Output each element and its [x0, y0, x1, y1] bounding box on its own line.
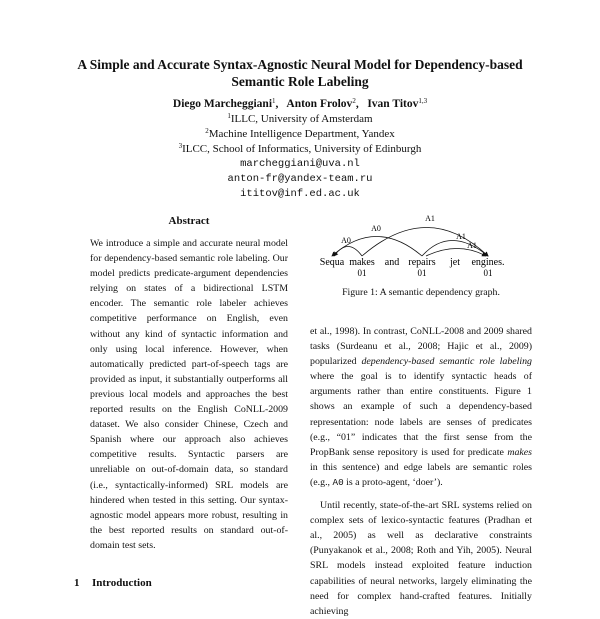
arc-label: A1 [456, 232, 466, 241]
predicate-sense: 01 [483, 268, 493, 278]
author-email[interactable]: ititov@inf.ed.ac.uk [240, 188, 360, 200]
text-run: et al., 1998). In contrast, CoNLL-2008 and 2009 shared tasks (Surdeanu et al., 2008; Hajic et al., 2009) popularized [310, 326, 532, 368]
abstract-text: We introduce a simple and accurate neural model for dependency-based semantic role labeling. Our model predicts predicate-argument dependencies relying on states of a bidirectional LSTM encoder. The semantic role labeler achieves competitive performance on English, even without any kind of syntactic information and only using local inference. However, when automatically predicted part-of-speech tags are provided as input, it substantially outperforms all previous local models and approaches the best reported results on the English CoNLL-2009 dataset. We also consider Chinese, Czech and Spanish where our approach also achieves competitive results. Syntactic parsers are unreliable on out-of-domain data, so standard (i.e., syntactically-informed) SRL models are hindered when tested in this setting. Our syntax-agnostic model appears more robust, resulting in the best reported results on standard out-of-domain test sets. [90, 238, 288, 551]
sentence-word: engines. [471, 257, 505, 268]
affiliation [60, 112, 540, 127]
author-sup: 2 [352, 97, 356, 105]
affiliation [60, 127, 540, 142]
emphasis: dependency-based semantic role labeling [361, 356, 532, 368]
affiliation-text: ILLC, University of Amsterdam [230, 113, 373, 125]
affiliation-text: Machine Intelligence Department, Yandex [208, 128, 395, 140]
affiliation-sup: 3 [178, 142, 183, 150]
sentence-word: makes [349, 257, 375, 268]
author-name: Ivan Titov [367, 98, 419, 110]
code-token: A0 [332, 476, 344, 488]
left-column [90, 215, 288, 553]
author-sup: 1,3 [418, 97, 428, 105]
arc-label: A1 [467, 241, 477, 250]
dependency-graph [310, 203, 532, 283]
affiliation [60, 142, 540, 157]
author-name: Diego Marcheggiani [172, 98, 273, 110]
predicate-sense: 01 [417, 268, 427, 278]
emphasis: makes [507, 446, 532, 458]
paragraph [310, 324, 532, 490]
sentence-word: Sequa [319, 257, 345, 268]
right-column [310, 203, 532, 619]
paragraph: Until recently, state-of-the-art SRL systems relied on complex sets of lexico-syntactic features (Pradhan et al., 2005) as well as declarative constraints (Punyakanok et al., 2008; Roth and Yih, 2005). Neural SRL models instead exploited feature induction capabilities of neural networks, largely eliminating the need for complex hand-crafted features. Initially achieving [310, 500, 532, 617]
sentence-word: jet [450, 257, 460, 268]
sentence-word: repairs [408, 257, 436, 268]
figure-caption: Figure 1: A semantic dependency graph. [342, 287, 500, 298]
author-list: Diego Marcheggiani$^1$, Anton Frolov$^2$, Ivan Titov$^{1,3}$ [172, 97, 428, 110]
sentence-word: and [384, 257, 400, 268]
author-email[interactable]: anton-fr@yandex-team.ru [227, 173, 373, 185]
text-run: where the goal is to identify syntactic heads of arguments rather than entire constituents. Figure 1 shows an example of such a dependency-based representation: node labels are senses of predicates (e.g., “01” indicates that the first sense from the PropBank sense repository is used for predicate [310, 371, 532, 458]
dependency-graph-figure [310, 203, 532, 283]
section-title: Introduction [92, 577, 152, 589]
arc-makes-sequa-a0 [334, 247, 362, 257]
author-sup: 1 [272, 97, 276, 105]
text-run: is a proto-agent, ‘doer’). [343, 476, 443, 488]
section-number: 1 [74, 577, 80, 589]
author-name: Anton Frolov [286, 98, 353, 110]
predicate-sense: 01 [357, 268, 367, 278]
text-run: in this sentence) and edge labels are semantic roles (e.g., [310, 461, 532, 488]
author-email[interactable]: marcheggiani@uva.nl [240, 158, 360, 170]
arc-repairs-engines-lower-a1 [426, 249, 486, 257]
arc-label: A0 [341, 236, 351, 245]
paper-title: A Simple and Accurate Syntax-Agnostic Neural Model for Dependency-based Semantic Role Labeling [77, 57, 523, 89]
author-block [60, 97, 540, 202]
affiliation-text: ILCC, School of Informatics, University of Edinburgh [182, 143, 422, 155]
arc-label: A0 [371, 224, 381, 233]
abstract-heading: Abstract [168, 215, 210, 227]
section-heading-introduction [74, 577, 152, 589]
affiliation-sup: 2 [205, 127, 209, 135]
arc-label: A1 [425, 214, 435, 223]
affiliation-sup: 1 [227, 112, 231, 120]
